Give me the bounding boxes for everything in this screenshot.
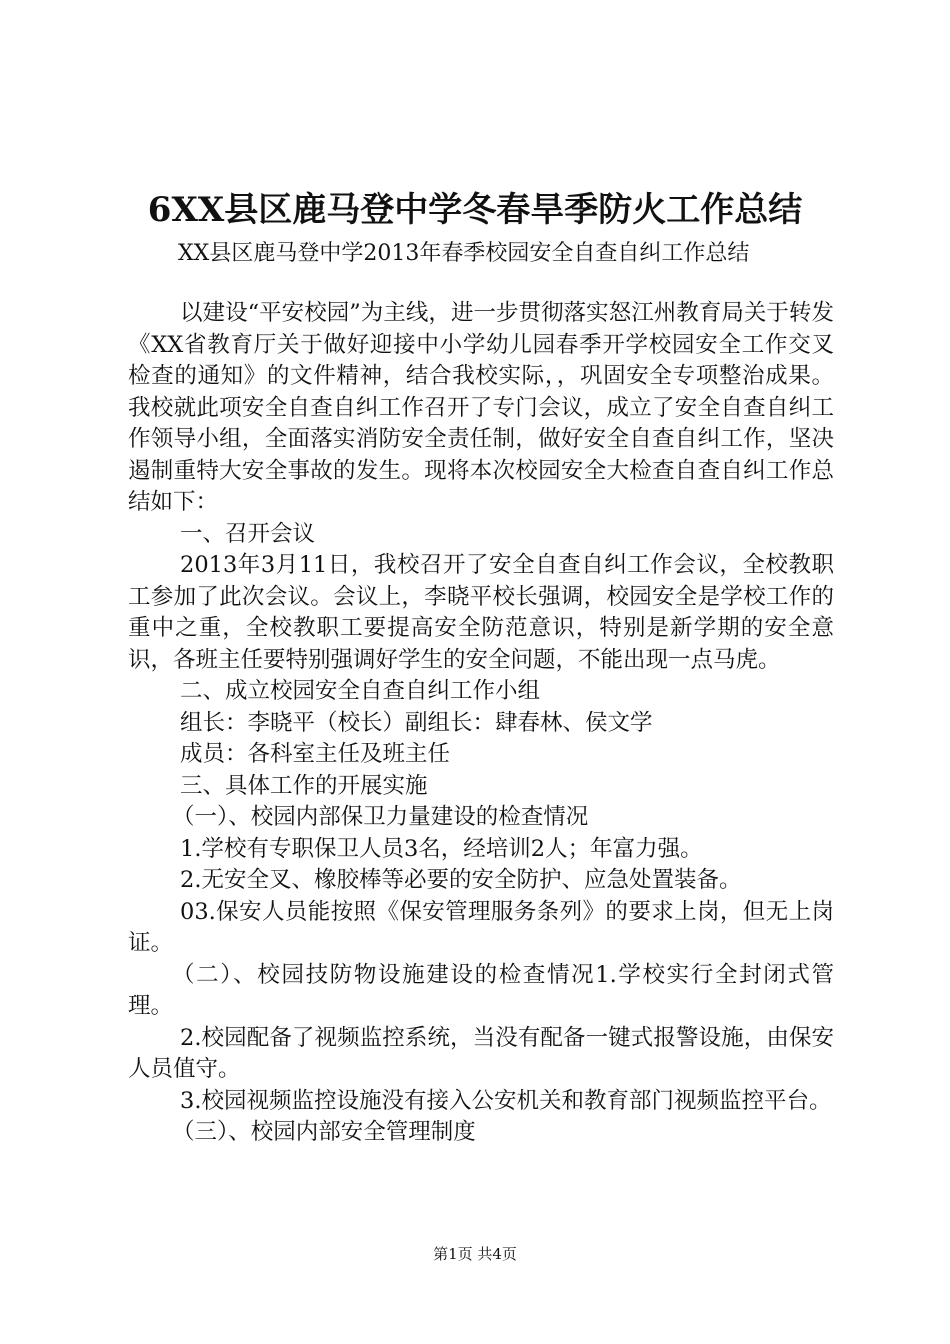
- list-item: 03.保安人员能按照《保安管理服务条列》的要求上岗，但无上岗证。: [128, 898, 834, 956]
- subsection-heading-3: （三）、校园内部安全管理制度: [172, 1119, 476, 1145]
- list-item: 2.无安全叉、橡胶棒等必要的安全防护、应急处置装备。: [180, 867, 742, 893]
- document-subtitle: XX县区鹿马登中学2013年春季校园安全自查自纠工作总结: [178, 241, 750, 266]
- paragraph-group-members: 成员：各科室主任及班主任: [180, 741, 451, 767]
- paragraph-meeting: 2013年3月11日，我校召开了安全自查自纠工作会议，全校教职工参加了此次会议。会议上，李晓平校长强调，校园安全是学校工作的重中之重，全校教职工要提高安全防范意识，特别是新学期的安全意识，各班主任要特别强调好学生的安全问题，不能出现一点马虎。: [128, 552, 834, 673]
- document-body: [128, 298, 834, 1149]
- section-heading-2: 二、成立校园安全自查自纠工作小组: [180, 678, 541, 704]
- paragraph-intro: 以建设“平安校园”为主线，进一步贯彻落实怒江州教育局关于转发《XX省教育厅关于做好迎接中小学幼儿园春季开学校园安全工作交叉检查的通知》的文件精神，结合我校实际，，巩固安全专项整治成果。我校就此项安全自查自纠工作召开了专门会议，成立了安全自查自纠工作领导小组，全面落实消防安全责任制，做好安全自查自纠工作，坚决遏制重特大安全事故的发生。现将本次校园安全大检查自查自纠工作总结如下：: [128, 300, 834, 515]
- paragraph-group-leaders: 组长：李晓平（校长）副组长：肆春林、侯文学: [180, 709, 653, 736]
- page-footer: 第1页 共4页: [433, 1245, 517, 1263]
- list-item: 2.校园配备了视频监控系统，当没有配备一键式报警设施，由保安人员值守。: [128, 1024, 834, 1082]
- section-heading-3: 三、具体工作的开展实施: [180, 772, 428, 799]
- list-item: 3.校园视频监控设施没有接入公安机关和教育部门视频监控平台。: [180, 1087, 832, 1114]
- subsection-heading-1: （一）、校园内部保卫力量建设的检查情况: [172, 804, 589, 830]
- document-title: 6XX县区鹿马登中学冬春旱季防火工作总结: [147, 190, 803, 230]
- section-heading-1: 一、召开会议: [180, 520, 316, 547]
- list-item: 1.学校有专职保卫人员3名，经培训2人；年富力强。: [180, 835, 703, 862]
- subsection-heading-2: （二）、校园技防物设施建设的检查情况1.学校实行全封闭式管理。: [128, 961, 834, 1019]
